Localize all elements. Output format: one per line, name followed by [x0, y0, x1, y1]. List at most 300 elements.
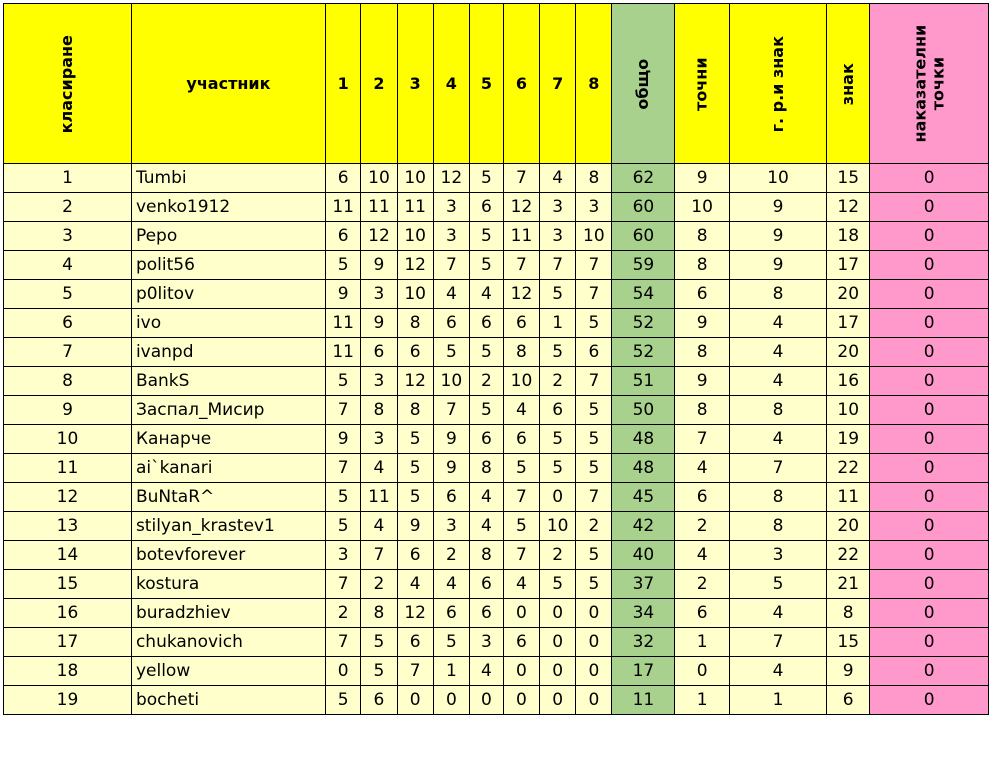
round-6-cell[interactable]: 6: [503, 425, 539, 454]
goal-diff-sign-cell[interactable]: 4: [729, 309, 826, 338]
header-participant[interactable]: участник: [131, 4, 325, 164]
round-1-cell[interactable]: 5: [325, 686, 360, 715]
penalty-points-cell[interactable]: 0: [870, 280, 989, 309]
sign-cell[interactable]: 20: [827, 280, 870, 309]
round-1-cell[interactable]: 11: [325, 193, 360, 222]
round-1-cell[interactable]: 3: [325, 541, 360, 570]
participant-cell[interactable]: p0litov: [131, 280, 325, 309]
sign-cell[interactable]: 16: [827, 367, 870, 396]
goal-diff-sign-cell[interactable]: 7: [729, 628, 826, 657]
round-8-cell[interactable]: 2: [576, 512, 612, 541]
participant-cell[interactable]: stilyan_krastev1: [131, 512, 325, 541]
participant-cell[interactable]: bocheti: [131, 686, 325, 715]
total-cell[interactable]: 52: [612, 338, 675, 367]
penalty-points-cell[interactable]: 0: [870, 628, 989, 657]
points-cell[interactable]: 9: [675, 309, 730, 338]
points-cell[interactable]: 9: [675, 367, 730, 396]
round-5-cell[interactable]: 5: [469, 338, 503, 367]
round-6-cell[interactable]: 7: [503, 251, 539, 280]
participant-cell[interactable]: polit56: [131, 251, 325, 280]
participant-cell[interactable]: Tumbi: [131, 164, 325, 193]
round-1-cell[interactable]: 9: [325, 425, 360, 454]
points-cell[interactable]: 1: [675, 628, 730, 657]
round-5-cell[interactable]: 6: [469, 309, 503, 338]
round-4-cell[interactable]: 12: [433, 164, 469, 193]
participant-cell[interactable]: BuNtaR^: [131, 483, 325, 512]
round-3-cell[interactable]: 10: [397, 164, 433, 193]
round-7-cell[interactable]: 2: [540, 541, 576, 570]
penalty-points-cell[interactable]: 0: [870, 396, 989, 425]
round-7-cell[interactable]: 4: [540, 164, 576, 193]
round-7-cell[interactable]: 3: [540, 222, 576, 251]
goal-diff-sign-cell[interactable]: 8: [729, 483, 826, 512]
total-cell[interactable]: 45: [612, 483, 675, 512]
sign-cell[interactable]: 8: [827, 599, 870, 628]
round-8-cell[interactable]: 5: [576, 396, 612, 425]
total-cell[interactable]: 40: [612, 541, 675, 570]
round-6-cell[interactable]: 11: [503, 222, 539, 251]
header-total[interactable]: общо: [612, 4, 675, 164]
rank-cell[interactable]: 12: [4, 483, 132, 512]
round-4-cell[interactable]: 5: [433, 628, 469, 657]
penalty-points-cell[interactable]: 0: [870, 338, 989, 367]
rank-cell[interactable]: 17: [4, 628, 132, 657]
round-3-cell[interactable]: 11: [397, 193, 433, 222]
sign-cell[interactable]: 12: [827, 193, 870, 222]
goal-diff-sign-cell[interactable]: 9: [729, 251, 826, 280]
sign-cell[interactable]: 15: [827, 164, 870, 193]
points-cell[interactable]: 6: [675, 483, 730, 512]
round-7-cell[interactable]: 5: [540, 280, 576, 309]
round-2-cell[interactable]: 7: [361, 541, 397, 570]
round-4-cell[interactable]: 6: [433, 309, 469, 338]
goal-diff-sign-cell[interactable]: 9: [729, 222, 826, 251]
goal-diff-sign-cell[interactable]: 4: [729, 425, 826, 454]
sign-cell[interactable]: 17: [827, 309, 870, 338]
rank-cell[interactable]: 14: [4, 541, 132, 570]
round-1-cell[interactable]: 11: [325, 338, 360, 367]
round-6-cell[interactable]: 12: [503, 193, 539, 222]
total-cell[interactable]: 54: [612, 280, 675, 309]
round-4-cell[interactable]: 6: [433, 599, 469, 628]
total-cell[interactable]: 11: [612, 686, 675, 715]
participant-cell[interactable]: kostura: [131, 570, 325, 599]
round-1-cell[interactable]: 7: [325, 570, 360, 599]
round-1-cell[interactable]: 9: [325, 280, 360, 309]
sign-cell[interactable]: 18: [827, 222, 870, 251]
round-2-cell[interactable]: 6: [361, 686, 397, 715]
round-2-cell[interactable]: 5: [361, 657, 397, 686]
round-3-cell[interactable]: 10: [397, 280, 433, 309]
rank-cell[interactable]: 8: [4, 367, 132, 396]
points-cell[interactable]: 9: [675, 164, 730, 193]
round-4-cell[interactable]: 3: [433, 512, 469, 541]
penalty-points-cell[interactable]: 0: [870, 164, 989, 193]
round-3-cell[interactable]: 6: [397, 541, 433, 570]
round-6-cell[interactable]: 6: [503, 309, 539, 338]
round-1-cell[interactable]: 5: [325, 251, 360, 280]
round-8-cell[interactable]: 10: [576, 222, 612, 251]
sign-cell[interactable]: 17: [827, 251, 870, 280]
header-round-8[interactable]: 8: [576, 4, 612, 164]
participant-cell[interactable]: Канарче: [131, 425, 325, 454]
goal-diff-sign-cell[interactable]: 3: [729, 541, 826, 570]
round-2-cell[interactable]: 9: [361, 251, 397, 280]
goal-diff-sign-cell[interactable]: 8: [729, 512, 826, 541]
round-5-cell[interactable]: 5: [469, 251, 503, 280]
round-3-cell[interactable]: 6: [397, 338, 433, 367]
goal-diff-sign-cell[interactable]: 8: [729, 280, 826, 309]
round-8-cell[interactable]: 5: [576, 425, 612, 454]
round-5-cell[interactable]: 2: [469, 367, 503, 396]
round-5-cell[interactable]: 4: [469, 512, 503, 541]
penalty-points-cell[interactable]: 0: [870, 599, 989, 628]
round-2-cell[interactable]: 6: [361, 338, 397, 367]
round-7-cell[interactable]: 6: [540, 396, 576, 425]
round-2-cell[interactable]: 11: [361, 483, 397, 512]
round-6-cell[interactable]: 8: [503, 338, 539, 367]
total-cell[interactable]: 60: [612, 193, 675, 222]
goal-diff-sign-cell[interactable]: 7: [729, 454, 826, 483]
round-1-cell[interactable]: 7: [325, 628, 360, 657]
points-cell[interactable]: 8: [675, 222, 730, 251]
round-5-cell[interactable]: 5: [469, 164, 503, 193]
goal-diff-sign-cell[interactable]: 4: [729, 338, 826, 367]
round-2-cell[interactable]: 9: [361, 309, 397, 338]
round-5-cell[interactable]: 5: [469, 222, 503, 251]
round-3-cell[interactable]: 12: [397, 251, 433, 280]
round-1-cell[interactable]: 7: [325, 396, 360, 425]
round-7-cell[interactable]: 0: [540, 657, 576, 686]
points-cell[interactable]: 4: [675, 454, 730, 483]
total-cell[interactable]: 17: [612, 657, 675, 686]
round-7-cell[interactable]: 1: [540, 309, 576, 338]
total-cell[interactable]: 32: [612, 628, 675, 657]
round-3-cell[interactable]: 5: [397, 454, 433, 483]
participant-cell[interactable]: ivanpd: [131, 338, 325, 367]
goal-diff-sign-cell[interactable]: 9: [729, 193, 826, 222]
round-3-cell[interactable]: 5: [397, 483, 433, 512]
round-5-cell[interactable]: 3: [469, 628, 503, 657]
goal-diff-sign-cell[interactable]: 5: [729, 570, 826, 599]
round-1-cell[interactable]: 0: [325, 657, 360, 686]
participant-cell[interactable]: chukanovich: [131, 628, 325, 657]
participant-cell[interactable]: Pepo: [131, 222, 325, 251]
round-2-cell[interactable]: 4: [361, 512, 397, 541]
round-5-cell[interactable]: 4: [469, 280, 503, 309]
round-5-cell[interactable]: 8: [469, 454, 503, 483]
sign-cell[interactable]: 15: [827, 628, 870, 657]
participant-cell[interactable]: yellow: [131, 657, 325, 686]
round-1-cell[interactable]: 6: [325, 222, 360, 251]
round-6-cell[interactable]: 7: [503, 483, 539, 512]
round-8-cell[interactable]: 0: [576, 657, 612, 686]
sign-cell[interactable]: 10: [827, 396, 870, 425]
goal-diff-sign-cell[interactable]: 8: [729, 396, 826, 425]
round-7-cell[interactable]: 2: [540, 367, 576, 396]
round-4-cell[interactable]: 6: [433, 483, 469, 512]
round-5-cell[interactable]: 5: [469, 396, 503, 425]
round-6-cell[interactable]: 0: [503, 599, 539, 628]
penalty-points-cell[interactable]: 0: [870, 454, 989, 483]
round-2-cell[interactable]: 8: [361, 599, 397, 628]
points-cell[interactable]: 7: [675, 425, 730, 454]
round-4-cell[interactable]: 3: [433, 193, 469, 222]
penalty-points-cell[interactable]: 0: [870, 251, 989, 280]
penalty-points-cell[interactable]: 0: [870, 541, 989, 570]
round-6-cell[interactable]: 7: [503, 541, 539, 570]
header-round-2[interactable]: 2: [361, 4, 397, 164]
points-cell[interactable]: 8: [675, 396, 730, 425]
round-7-cell[interactable]: 10: [540, 512, 576, 541]
round-6-cell[interactable]: 7: [503, 164, 539, 193]
round-5-cell[interactable]: 0: [469, 686, 503, 715]
round-6-cell[interactable]: 4: [503, 570, 539, 599]
round-7-cell[interactable]: 5: [540, 454, 576, 483]
rank-cell[interactable]: 13: [4, 512, 132, 541]
round-3-cell[interactable]: 8: [397, 309, 433, 338]
sign-cell[interactable]: 11: [827, 483, 870, 512]
round-5-cell[interactable]: 6: [469, 570, 503, 599]
goal-diff-sign-cell[interactable]: 4: [729, 657, 826, 686]
round-1-cell[interactable]: 5: [325, 512, 360, 541]
points-cell[interactable]: 2: [675, 570, 730, 599]
sign-cell[interactable]: 21: [827, 570, 870, 599]
round-3-cell[interactable]: 12: [397, 599, 433, 628]
penalty-points-cell[interactable]: 0: [870, 222, 989, 251]
round-7-cell[interactable]: 0: [540, 628, 576, 657]
points-cell[interactable]: 6: [675, 280, 730, 309]
round-6-cell[interactable]: 4: [503, 396, 539, 425]
round-2-cell[interactable]: 3: [361, 367, 397, 396]
penalty-points-cell[interactable]: 0: [870, 309, 989, 338]
rank-cell[interactable]: 3: [4, 222, 132, 251]
round-5-cell[interactable]: 6: [469, 425, 503, 454]
round-8-cell[interactable]: 0: [576, 628, 612, 657]
round-7-cell[interactable]: 5: [540, 425, 576, 454]
penalty-points-cell[interactable]: 0: [870, 193, 989, 222]
total-cell[interactable]: 50: [612, 396, 675, 425]
participant-cell[interactable]: Заспал_Мисир: [131, 396, 325, 425]
round-4-cell[interactable]: 0: [433, 686, 469, 715]
round-4-cell[interactable]: 5: [433, 338, 469, 367]
points-cell[interactable]: 10: [675, 193, 730, 222]
round-8-cell[interactable]: 0: [576, 686, 612, 715]
total-cell[interactable]: 62: [612, 164, 675, 193]
rank-cell[interactable]: 1: [4, 164, 132, 193]
round-8-cell[interactable]: 5: [576, 309, 612, 338]
round-5-cell[interactable]: 4: [469, 483, 503, 512]
round-5-cell[interactable]: 6: [469, 599, 503, 628]
round-2-cell[interactable]: 2: [361, 570, 397, 599]
penalty-points-cell[interactable]: 0: [870, 570, 989, 599]
header-points[interactable]: точни: [675, 4, 730, 164]
header-round-1[interactable]: 1: [325, 4, 360, 164]
rank-cell[interactable]: 5: [4, 280, 132, 309]
sign-cell[interactable]: 20: [827, 512, 870, 541]
points-cell[interactable]: 8: [675, 251, 730, 280]
total-cell[interactable]: 34: [612, 599, 675, 628]
sign-cell[interactable]: 22: [827, 454, 870, 483]
round-4-cell[interactable]: 7: [433, 251, 469, 280]
round-2-cell[interactable]: 8: [361, 396, 397, 425]
round-8-cell[interactable]: 5: [576, 570, 612, 599]
goal-diff-sign-cell[interactable]: 1: [729, 686, 826, 715]
round-7-cell[interactable]: 0: [540, 599, 576, 628]
round-8-cell[interactable]: 5: [576, 454, 612, 483]
participant-cell[interactable]: venko1912: [131, 193, 325, 222]
header-sign[interactable]: знак: [827, 4, 870, 164]
round-4-cell[interactable]: 4: [433, 570, 469, 599]
header-round-3[interactable]: 3: [397, 4, 433, 164]
header-rank[interactable]: класиране: [4, 4, 132, 164]
points-cell[interactable]: 4: [675, 541, 730, 570]
round-1-cell[interactable]: 7: [325, 454, 360, 483]
participant-cell[interactable]: botevforever: [131, 541, 325, 570]
points-cell[interactable]: 1: [675, 686, 730, 715]
round-2-cell[interactable]: 3: [361, 425, 397, 454]
round-6-cell[interactable]: 12: [503, 280, 539, 309]
round-2-cell[interactable]: 11: [361, 193, 397, 222]
total-cell[interactable]: 51: [612, 367, 675, 396]
round-8-cell[interactable]: 7: [576, 280, 612, 309]
rank-cell[interactable]: 19: [4, 686, 132, 715]
round-3-cell[interactable]: 9: [397, 512, 433, 541]
round-2-cell[interactable]: 10: [361, 164, 397, 193]
round-6-cell[interactable]: 6: [503, 628, 539, 657]
total-cell[interactable]: 37: [612, 570, 675, 599]
round-6-cell[interactable]: 5: [503, 512, 539, 541]
round-4-cell[interactable]: 9: [433, 454, 469, 483]
round-5-cell[interactable]: 4: [469, 657, 503, 686]
sign-cell[interactable]: 9: [827, 657, 870, 686]
round-5-cell[interactable]: 8: [469, 541, 503, 570]
header-round-7[interactable]: 7: [540, 4, 576, 164]
round-4-cell[interactable]: 7: [433, 396, 469, 425]
participant-cell[interactable]: ivo: [131, 309, 325, 338]
rank-cell[interactable]: 10: [4, 425, 132, 454]
round-2-cell[interactable]: 5: [361, 628, 397, 657]
header-round-4[interactable]: 4: [433, 4, 469, 164]
sign-cell[interactable]: 19: [827, 425, 870, 454]
total-cell[interactable]: 59: [612, 251, 675, 280]
rank-cell[interactable]: 6: [4, 309, 132, 338]
round-7-cell[interactable]: 7: [540, 251, 576, 280]
round-2-cell[interactable]: 12: [361, 222, 397, 251]
round-1-cell[interactable]: 11: [325, 309, 360, 338]
round-3-cell[interactable]: 4: [397, 570, 433, 599]
rank-cell[interactable]: 4: [4, 251, 132, 280]
round-8-cell[interactable]: 6: [576, 338, 612, 367]
round-3-cell[interactable]: 10: [397, 222, 433, 251]
round-5-cell[interactable]: 6: [469, 193, 503, 222]
round-8-cell[interactable]: 3: [576, 193, 612, 222]
round-1-cell[interactable]: 5: [325, 367, 360, 396]
round-8-cell[interactable]: 5: [576, 541, 612, 570]
round-1-cell[interactable]: 2: [325, 599, 360, 628]
round-8-cell[interactable]: 7: [576, 367, 612, 396]
round-6-cell[interactable]: 0: [503, 686, 539, 715]
round-4-cell[interactable]: 4: [433, 280, 469, 309]
rank-cell[interactable]: 7: [4, 338, 132, 367]
sign-cell[interactable]: 6: [827, 686, 870, 715]
round-3-cell[interactable]: 5: [397, 425, 433, 454]
penalty-points-cell[interactable]: 0: [870, 512, 989, 541]
rank-cell[interactable]: 16: [4, 599, 132, 628]
points-cell[interactable]: 2: [675, 512, 730, 541]
round-4-cell[interactable]: 1: [433, 657, 469, 686]
round-3-cell[interactable]: 7: [397, 657, 433, 686]
penalty-points-cell[interactable]: 0: [870, 483, 989, 512]
round-3-cell[interactable]: 0: [397, 686, 433, 715]
round-4-cell[interactable]: 2: [433, 541, 469, 570]
rank-cell[interactable]: 2: [4, 193, 132, 222]
penalty-points-cell[interactable]: 0: [870, 425, 989, 454]
round-8-cell[interactable]: 7: [576, 251, 612, 280]
participant-cell[interactable]: buradzhiev: [131, 599, 325, 628]
round-3-cell[interactable]: 12: [397, 367, 433, 396]
round-7-cell[interactable]: 0: [540, 483, 576, 512]
round-2-cell[interactable]: 4: [361, 454, 397, 483]
round-6-cell[interactable]: 10: [503, 367, 539, 396]
total-cell[interactable]: 60: [612, 222, 675, 251]
header-round-6[interactable]: 6: [503, 4, 539, 164]
round-1-cell[interactable]: 6: [325, 164, 360, 193]
rank-cell[interactable]: 15: [4, 570, 132, 599]
goal-diff-sign-cell[interactable]: 4: [729, 599, 826, 628]
round-8-cell[interactable]: 8: [576, 164, 612, 193]
total-cell[interactable]: 42: [612, 512, 675, 541]
round-4-cell[interactable]: 10: [433, 367, 469, 396]
goal-diff-sign-cell[interactable]: 4: [729, 367, 826, 396]
round-7-cell[interactable]: 3: [540, 193, 576, 222]
goal-diff-sign-cell[interactable]: 10: [729, 164, 826, 193]
round-1-cell[interactable]: 5: [325, 483, 360, 512]
round-7-cell[interactable]: 0: [540, 686, 576, 715]
participant-cell[interactable]: BankS: [131, 367, 325, 396]
rank-cell[interactable]: 18: [4, 657, 132, 686]
round-7-cell[interactable]: 5: [540, 570, 576, 599]
sign-cell[interactable]: 20: [827, 338, 870, 367]
rank-cell[interactable]: 11: [4, 454, 132, 483]
round-3-cell[interactable]: 8: [397, 396, 433, 425]
penalty-points-cell[interactable]: 0: [870, 367, 989, 396]
round-6-cell[interactable]: 5: [503, 454, 539, 483]
round-2-cell[interactable]: 3: [361, 280, 397, 309]
points-cell[interactable]: 8: [675, 338, 730, 367]
header-round-5[interactable]: 5: [469, 4, 503, 164]
round-7-cell[interactable]: 5: [540, 338, 576, 367]
round-8-cell[interactable]: 7: [576, 483, 612, 512]
penalty-points-cell[interactable]: 0: [870, 686, 989, 715]
points-cell[interactable]: 0: [675, 657, 730, 686]
round-6-cell[interactable]: 0: [503, 657, 539, 686]
round-4-cell[interactable]: 9: [433, 425, 469, 454]
total-cell[interactable]: 48: [612, 425, 675, 454]
participant-cell[interactable]: ai`kanari: [131, 454, 325, 483]
points-cell[interactable]: 6: [675, 599, 730, 628]
sign-cell[interactable]: 22: [827, 541, 870, 570]
header-goal-diff-sign[interactable]: г. р.и знак: [729, 4, 826, 164]
total-cell[interactable]: 48: [612, 454, 675, 483]
header-penalty-points[interactable]: [870, 4, 989, 164]
rank-cell[interactable]: 9: [4, 396, 132, 425]
penalty-points-cell[interactable]: 0: [870, 657, 989, 686]
round-4-cell[interactable]: 3: [433, 222, 469, 251]
round-3-cell[interactable]: 6: [397, 628, 433, 657]
round-8-cell[interactable]: 0: [576, 599, 612, 628]
total-cell[interactable]: 52: [612, 309, 675, 338]
